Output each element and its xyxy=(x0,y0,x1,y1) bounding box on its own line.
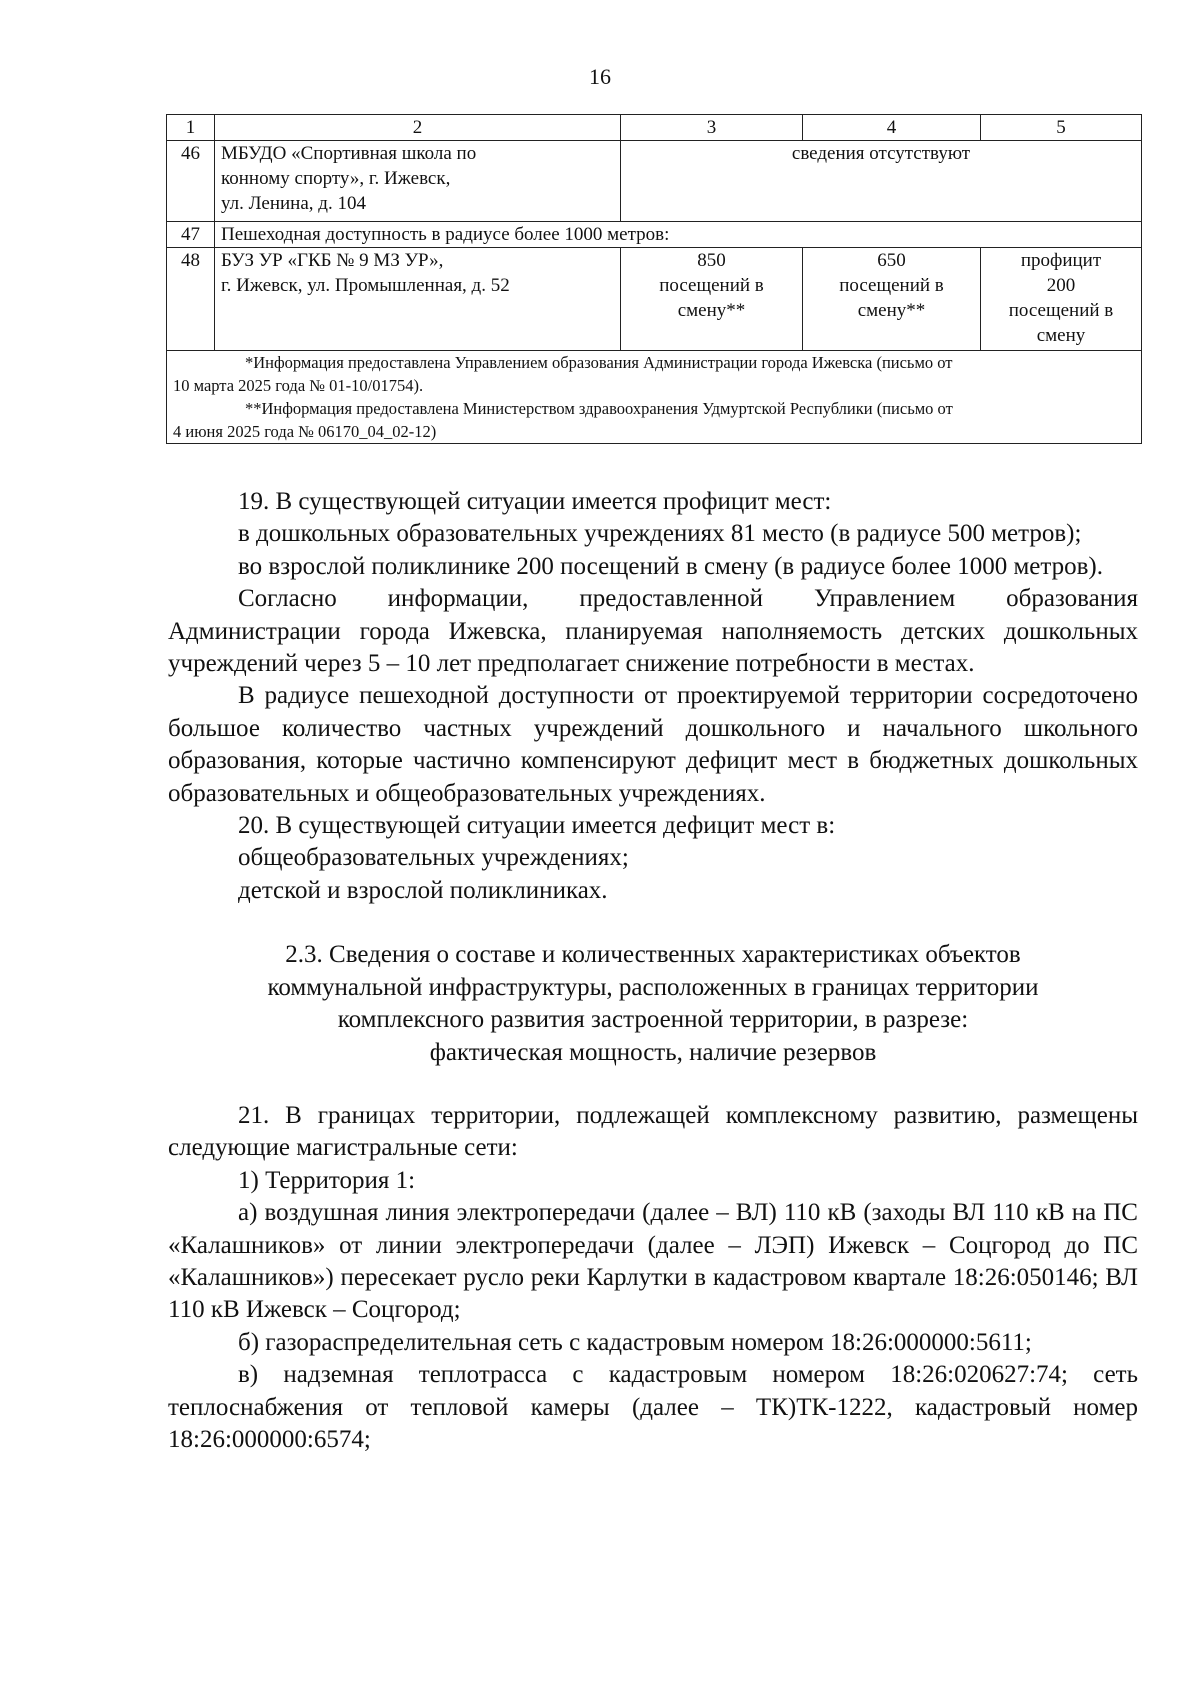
facility-name-line: г. Ижевск, ул. Промышленная, д. 52 xyxy=(221,275,510,296)
balance-line: 200 xyxy=(1046,275,1076,296)
section-heading-line: комплексного развития застроенной территории, в разрезе: xyxy=(337,1006,969,1034)
row-number: 47 xyxy=(167,222,215,248)
row-number: 48 xyxy=(167,248,215,351)
balance-line: профицит xyxy=(1020,250,1102,271)
paragraph: Согласно информации, предоставленной Управлением образования Администрации города Ижевска, планируемая наполняемость детских дошкольных учреждений через 5 – 10 лет предполагает снижение потребности в местах. xyxy=(168,585,1138,678)
table-notes-row xyxy=(167,351,1142,444)
header-cell: 1 xyxy=(167,115,215,141)
paragraph: детской и взрослой поликлиниках. xyxy=(238,876,608,904)
balance-cell xyxy=(981,248,1142,351)
paragraph: 1) Территория 1: xyxy=(238,1166,416,1194)
balance-line: посещений в xyxy=(1008,300,1114,321)
demand-line: посещений в xyxy=(839,275,944,296)
capacity-cell xyxy=(621,248,803,351)
status-cell: сведения отсутствуют xyxy=(621,141,1142,222)
table-row xyxy=(167,222,1142,248)
facility-name-line: БУЗ УР «ГКБ № 9 МЗ УР», xyxy=(221,250,444,271)
row-number: 46 xyxy=(167,141,215,222)
demand-cell xyxy=(803,248,981,351)
facilities-table xyxy=(166,114,1142,444)
header-cell: 4 xyxy=(803,115,981,141)
header-cell: 5 xyxy=(981,115,1142,141)
table-row xyxy=(167,141,1142,222)
table-notes xyxy=(167,351,1142,444)
document-body xyxy=(168,486,1138,1456)
paragraph: а) воздушная линия электропередачи (далее – ВЛ) 110 кВ (заходы ВЛ 110 кВ на ПС «Калашников» от линии электропередачи (далее – ЛЭП) Ижевск – Соцгород до ПС «Калашников») пересекает русло реки Карлутки в кадастровом квартале 18:26:050146; ВЛ 110 кВ Ижевск – Соцгород; xyxy=(168,1199,1138,1324)
section-heading-line: 2.3. Сведения о составе и количественных характеристиках объектов xyxy=(285,941,1021,969)
section-heading xyxy=(168,939,1138,1069)
facility-name xyxy=(215,141,621,222)
paragraph: общеобразовательных учреждениях; xyxy=(238,844,629,872)
facility-name xyxy=(215,248,621,351)
footnote-line: **Информация предоставлена Министерством здравоохранения Удмуртской Республики (письмо от xyxy=(245,399,953,418)
paragraph: 19. В существующей ситуации имеется профицит мест: xyxy=(238,488,832,515)
paragraph: во взрослой поликлинике 200 посещений в смену (в радиусе более 1000 метров). xyxy=(238,552,1104,580)
facility-name-line: конному спорту», г. Ижевск, xyxy=(221,168,451,189)
capacity-line: посещений в xyxy=(659,275,764,296)
footnote-line: *Информация предоставлена Управлением образования Администрации города Ижевска (письмо от xyxy=(245,353,953,372)
capacity-line: смену** xyxy=(677,300,746,321)
demand-line: смену** xyxy=(857,300,926,321)
paragraph: В радиусе пешеходной доступности от проектируемой территории сосредоточено большое количество частных учреждений дошкольного и начального школьного образования, которые частично компенсируют дефицит мест в бюджетных дошкольных образовательных и общеобразовательных учреждениях. xyxy=(168,682,1138,807)
paragraph: в дошкольных образовательных учреждениях 81 место (в радиусе 500 метров); xyxy=(238,520,1082,548)
header-cell: 3 xyxy=(621,115,803,141)
section-heading-line: фактическая мощность, наличие резервов xyxy=(429,1038,877,1066)
section-heading-line: коммунальной инфраструктуры, расположенных в границах территории xyxy=(267,973,1039,1001)
paragraph: 20. В существующей ситуации имеется дефицит мест в: xyxy=(238,812,836,840)
table-header-row xyxy=(167,115,1142,141)
table-row xyxy=(167,248,1142,351)
footnote-line: 10 марта 2025 года № 01-10/01754). xyxy=(173,376,424,395)
section-row-text: Пешеходная доступность в радиусе более 1000 метров: xyxy=(215,222,1142,248)
demand-line: 650 xyxy=(877,250,906,271)
page-number: 16 xyxy=(589,64,611,89)
capacity-line: 850 xyxy=(697,250,726,271)
header-cell: 2 xyxy=(215,115,621,141)
facility-name-line: ул. Ленина, д. 104 xyxy=(221,193,366,214)
paragraph: б) газораспределительная сеть с кадастровым номером 18:26:000000:5611; xyxy=(238,1328,1032,1356)
balance-line: смену xyxy=(1036,325,1086,346)
paragraph: в) надземная теплотрасса с кадастровым номером 18:26:020627:74; сеть теплоснабжения от тепловой камеры (далее – ТК)ТК-1222, кадастровый номер 18:26:000000:6574; xyxy=(168,1361,1138,1453)
footnote-line: 4 июня 2025 года № 06170_04_02-12) xyxy=(173,422,437,441)
facility-name-line: МБУДО «Спортивная школа по xyxy=(221,143,477,164)
paragraph: 21. В границах территории, подлежащей комплексному развитию, размещены следующие магистральные сети: xyxy=(168,1101,1138,1162)
